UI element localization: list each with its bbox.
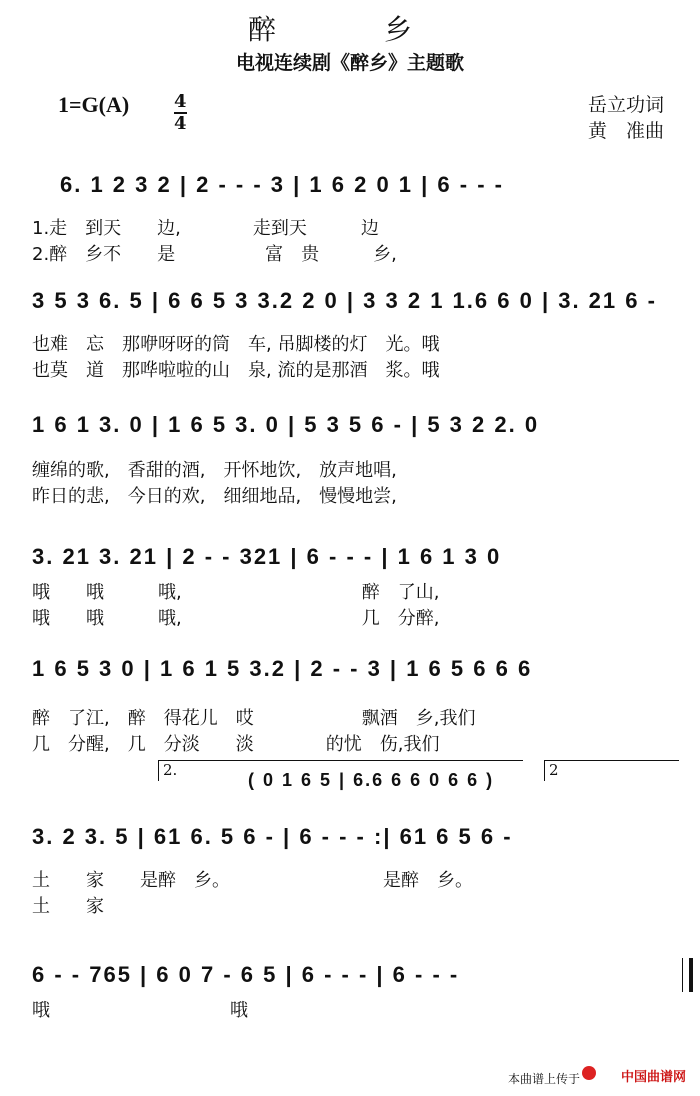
key-signature: 1=G(A) [58, 92, 130, 117]
lyric-line-4a: 哦 哦 哦, 醉 了山, [32, 582, 440, 603]
site-logo-icon [582, 1066, 596, 1080]
notation-line-7: 6 - - 765 | 6 0 7 - 6 5 | 6 - - - | 6 - - - [32, 962, 460, 987]
accompaniment-line: ( 0 1 6 5 | 6.6 6 6 0 6 6 ) [248, 770, 495, 790]
lyric-line-4b: 哦 哦 哦, 几 分醉, [32, 608, 440, 629]
time-signature [174, 92, 187, 134]
site-name-link[interactable]: 中国曲谱网 [620, 1070, 686, 1085]
lyric-line-5b: 几 分醒, 几 分淡 淡 的忧 伤,我们 [32, 734, 440, 755]
volta-2-bracket [544, 760, 679, 781]
notation-line-2: 3 5 3 6. 5 | 6 6 5 3 3.2 2 0 | 3 3 2 1 1.6 6 0 | 3. 21 6 - [32, 288, 657, 313]
lyric-line-6a: 土 家 是醉 乡。 是醉 乡。 [32, 870, 473, 891]
lyric-line-3b: 昨日的悲, 今日的欢, 细细地品, 慢慢地尝, [32, 486, 397, 507]
song-title: 醉 乡 [247, 13, 452, 46]
upload-note: 本曲谱上传于 [507, 1072, 580, 1086]
notation-line-6: 3. 2 3. 5 | 61 6. 5 6 - | 6 - - - :| 61 6 5 6 - [32, 824, 513, 849]
lyric-line-2b: 也莫 道 那哗啦啦的山 泉, 流的是那酒 浆。哦 [32, 360, 440, 381]
notation-line-1: 6. 1 2 3 2 | 2 - - - 3 | 1 6 2 0 1 | 6 - - - [60, 172, 504, 197]
lyric-line-1a: 1.走 到天 边, 走到天 边 [32, 218, 379, 239]
final-barline [682, 958, 693, 992]
notation-line-4: 3. 21 3. 21 | 2 - - 321 | 6 - - - | 1 6 1 3 0 [32, 544, 502, 569]
volta-2-label: 2 [549, 761, 559, 779]
lyric-line-6b: 土 家 [32, 896, 104, 917]
notation-line-5: 1 6 5 3 0 | 1 6 1 5 3.2 | 2 - - 3 | 1 6 5 6 6 6 [32, 656, 533, 681]
time-signature-top: 4 [174, 91, 187, 112]
lyric-line-7a: 哦 哦 [32, 1000, 248, 1021]
time-signature-bottom: 4 [174, 113, 187, 134]
lyric-line-1b: 2.醉 乡不 是 富 贵 乡, [32, 244, 397, 265]
lyricist-credit: 岳立功词 [587, 94, 664, 116]
composer-credit: 黄 准曲 [587, 120, 664, 142]
lyric-line-2a: 也难 忘 那咿呀呀的筒 车, 吊脚楼的灯 光。哦 [32, 334, 440, 355]
notation-line-3: 1 6 1 3. 0 | 1 6 5 3. 0 | 5 3 5 6 - | 5 3 2 2. 0 [32, 412, 540, 437]
volta-1-label: 2. [163, 761, 178, 779]
song-subtitle: 电视连续剧《醉乡》主题歌 [235, 52, 464, 74]
lyric-line-5a: 醉 了江, 醉 得花儿 哎 飘酒 乡,我们 [32, 708, 476, 729]
lyric-line-3a: 缠绵的歌, 香甜的酒, 开怀地饮, 放声地唱, [32, 460, 397, 481]
